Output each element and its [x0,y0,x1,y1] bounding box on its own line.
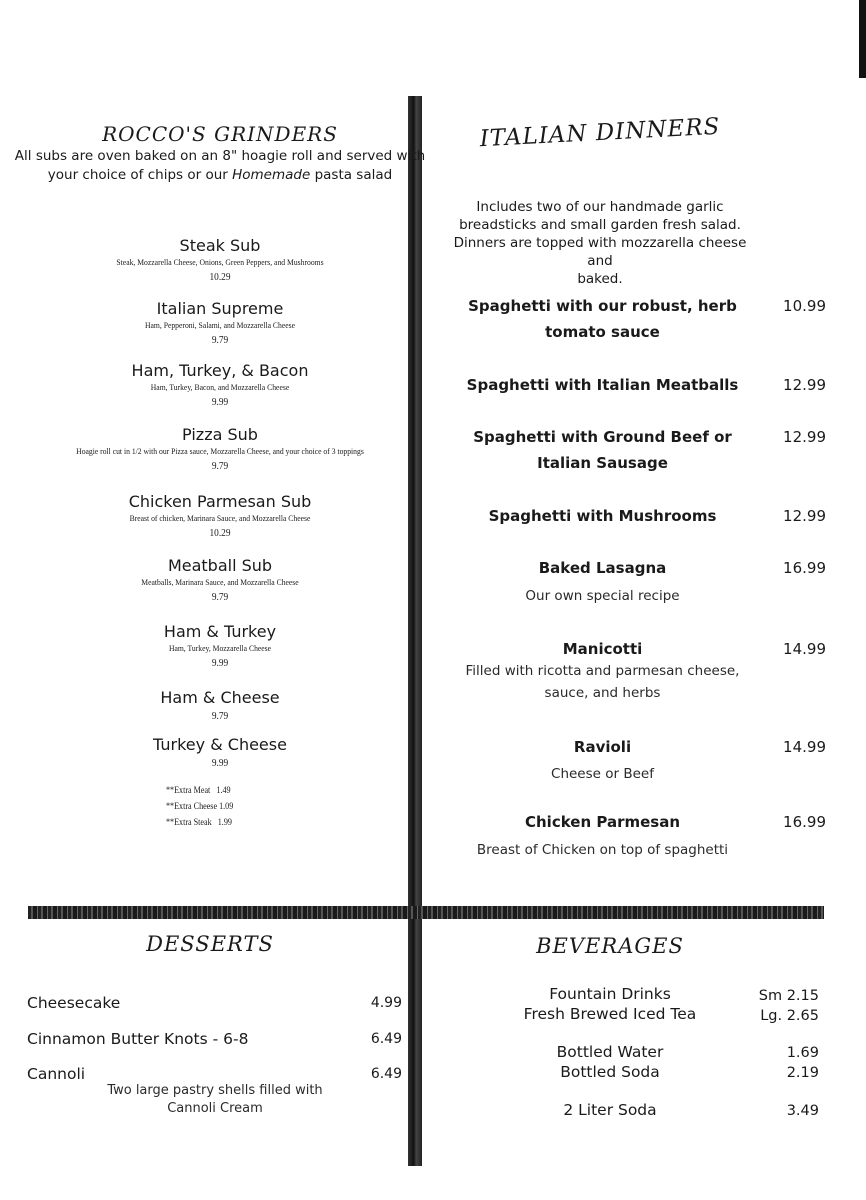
sub-price: 9.79 [211,460,229,472]
beverage-name: Fountain Drinks [549,985,671,1003]
sub-desc: Steak, Mozzarella Cheese, Onions, Green Peppers, and Mushrooms [116,257,324,267]
sub-item-meatball [10,556,430,605]
cannoli-desc-line: Two large pastry shells filled with [107,1083,323,1098]
extra-price: 1.09 [219,801,234,811]
dinner-price: 14.99 [783,738,826,756]
beverage-price: 1.69 [786,1045,819,1061]
dinner-name-line: Spaghetti with our robust, herb [468,297,737,315]
sub-price: 9.99 [211,396,229,408]
dessert-price: 6.49 [370,1066,402,1082]
horizontal-divider [28,906,824,919]
dinner-price: 16.99 [783,559,826,577]
dessert-price: 4.99 [370,995,402,1011]
dinner-desc-line: Filled with ricotta and parmesan cheese, [465,663,740,679]
dinner-desc [440,660,765,704]
dinner-name-line: tomato sauce [545,323,660,341]
dinner-name: Spaghetti with Italian Meatballs [466,376,739,394]
dinner-desc: Breast of Chicken on top of spaghetti [476,842,729,858]
dinners-intro-line: Dinners are topped with mozzarella cheese and [453,235,747,269]
beverage-price: Sm 2.15 [758,988,819,1004]
dinner-price: 16.99 [783,813,826,831]
dinner-desc: Cheese or Beef [551,766,654,782]
sub-item-steak [10,236,430,285]
beverage-price: Lg. 2.65 [760,1008,819,1024]
grinders-intro-line2 [10,166,430,185]
intro-text: your choice of chips or our [47,167,233,183]
beverage-name: 2 Liter Soda [563,1101,657,1119]
extra-price: 1.99 [217,817,232,827]
dinner-name-line: Spaghetti with Ground Beef or [473,428,732,446]
sub-name: Ham & Turkey [163,622,277,641]
dessert-name: Cheesecake [27,994,121,1012]
dinner-desc: Our own special recipe [525,588,680,604]
sub-item-pizza [10,425,430,474]
dinner-desc-line: sauce, and herbs [544,685,661,701]
beverage-price: 3.49 [786,1103,819,1119]
sub-desc: Ham, Turkey, Bacon, and Mozzarella Cheese [150,382,290,392]
sub-desc: Ham, Turkey, Mozzarella Cheese [168,643,272,653]
dessert-price: 6.49 [370,1031,402,1047]
sub-name: Steak Sub [179,236,261,255]
dinners-title: ITALIAN DINNERS [479,113,721,153]
page-edge-bar [859,0,866,78]
extra-label: **Extra Cheese [166,801,218,811]
sub-desc: Breast of chicken, Marinara Sauce, and Mozzarella Cheese [129,513,311,523]
extra-item [166,798,274,814]
sub-price: 9.79 [211,591,229,603]
sub-item-ham-turkey-bacon [10,361,430,410]
beverage-group-bottled-prices [700,1043,819,1083]
dinners-intro-line: baked. [577,271,623,287]
dinners-intro-line: Includes two of our handmade garlic [476,199,724,215]
sub-name: Ham & Cheese [160,688,280,707]
extras-list [166,782,274,830]
extra-label: **Extra Steak [166,817,212,827]
dinner-name: Ravioli [573,738,632,756]
grinders-intro-line1: All subs are oven baked on an 8" hoagie roll and served with [14,148,426,164]
sub-name: Meatball Sub [167,556,273,575]
extra-item [166,814,274,830]
dinner-price: 10.99 [783,297,826,315]
dessert-name: Cinnamon Butter Knots - 6-8 [27,1030,249,1048]
dinner-price: 12.99 [783,507,826,525]
dinner-name: Spaghetti with Mushrooms [488,507,717,525]
sub-price: 9.79 [211,710,229,722]
sub-name: Pizza Sub [182,425,258,444]
sub-item-ham-turkey [10,622,430,671]
sub-price: 9.99 [211,657,229,669]
dinner-price: 12.99 [783,428,826,446]
beverage-price: 2.19 [786,1065,819,1081]
dinner-name [440,293,765,345]
dinner-name-line: Italian Sausage [537,454,668,472]
beverages-title: BEVERAGES [536,934,684,958]
sub-price: 9.99 [211,757,229,769]
dinners-intro-line: breadsticks and small garden fresh salad. [459,217,741,233]
sub-item-ham-cheese [10,688,430,724]
sub-name: Ham, Turkey, & Bacon [131,361,309,380]
grinders-intro [10,147,430,185]
extra-item [166,782,274,798]
sub-item-italian-supreme [10,299,430,348]
beverage-name: Fresh Brewed Iced Tea [523,1005,697,1023]
sub-desc: Hoagie roll cut in 1/2 with our Pizza sauce, Mozzarella Cheese, and your choice of 3 toppings [76,446,364,456]
sub-name: Chicken Parmesan Sub [128,492,312,511]
sub-name: Italian Supreme [156,299,284,318]
intro-homemade: Homemade [232,167,311,183]
dinner-name [440,424,765,476]
sub-price: 10.29 [209,271,231,283]
dinner-name: Manicotti [562,640,643,658]
sub-desc: Ham, Pepperoni, Salami, and Mozzarella Cheese [145,320,295,330]
dinner-price: 12.99 [783,376,826,394]
cannoli-desc [90,1082,340,1118]
dinner-name: Baked Lasagna [538,559,667,577]
sub-price: 10.29 [209,527,231,539]
desserts-title: DESSERTS [146,932,274,956]
dinners-intro [440,198,760,288]
beverage-group-2liter-prices [700,1101,819,1121]
dinner-name: Chicken Parmesan [524,813,680,831]
extra-price: 1.49 [216,785,231,795]
intro-text-end: pasta salad [310,167,393,183]
sub-name: Turkey & Cheese [153,735,287,754]
cannoli-desc-line: Cannoli Cream [167,1101,263,1116]
beverage-name: Bottled Water [556,1043,664,1061]
extra-label: **Extra Meat [166,785,211,795]
beverage-group-fountain-prices [700,986,819,1026]
dessert-name: Cannoli [27,1065,86,1083]
sub-price: 9.79 [211,334,229,346]
sub-desc: Meatballs, Marinara Sauce, and Mozzarella Cheese [141,577,299,587]
sub-item-chicken-parmesan [10,492,430,541]
beverage-name: Bottled Soda [560,1063,660,1081]
dinner-price: 14.99 [783,640,826,658]
grinders-title: ROCCO'S GRINDERS [102,122,338,146]
sub-item-turkey-cheese [10,735,430,771]
